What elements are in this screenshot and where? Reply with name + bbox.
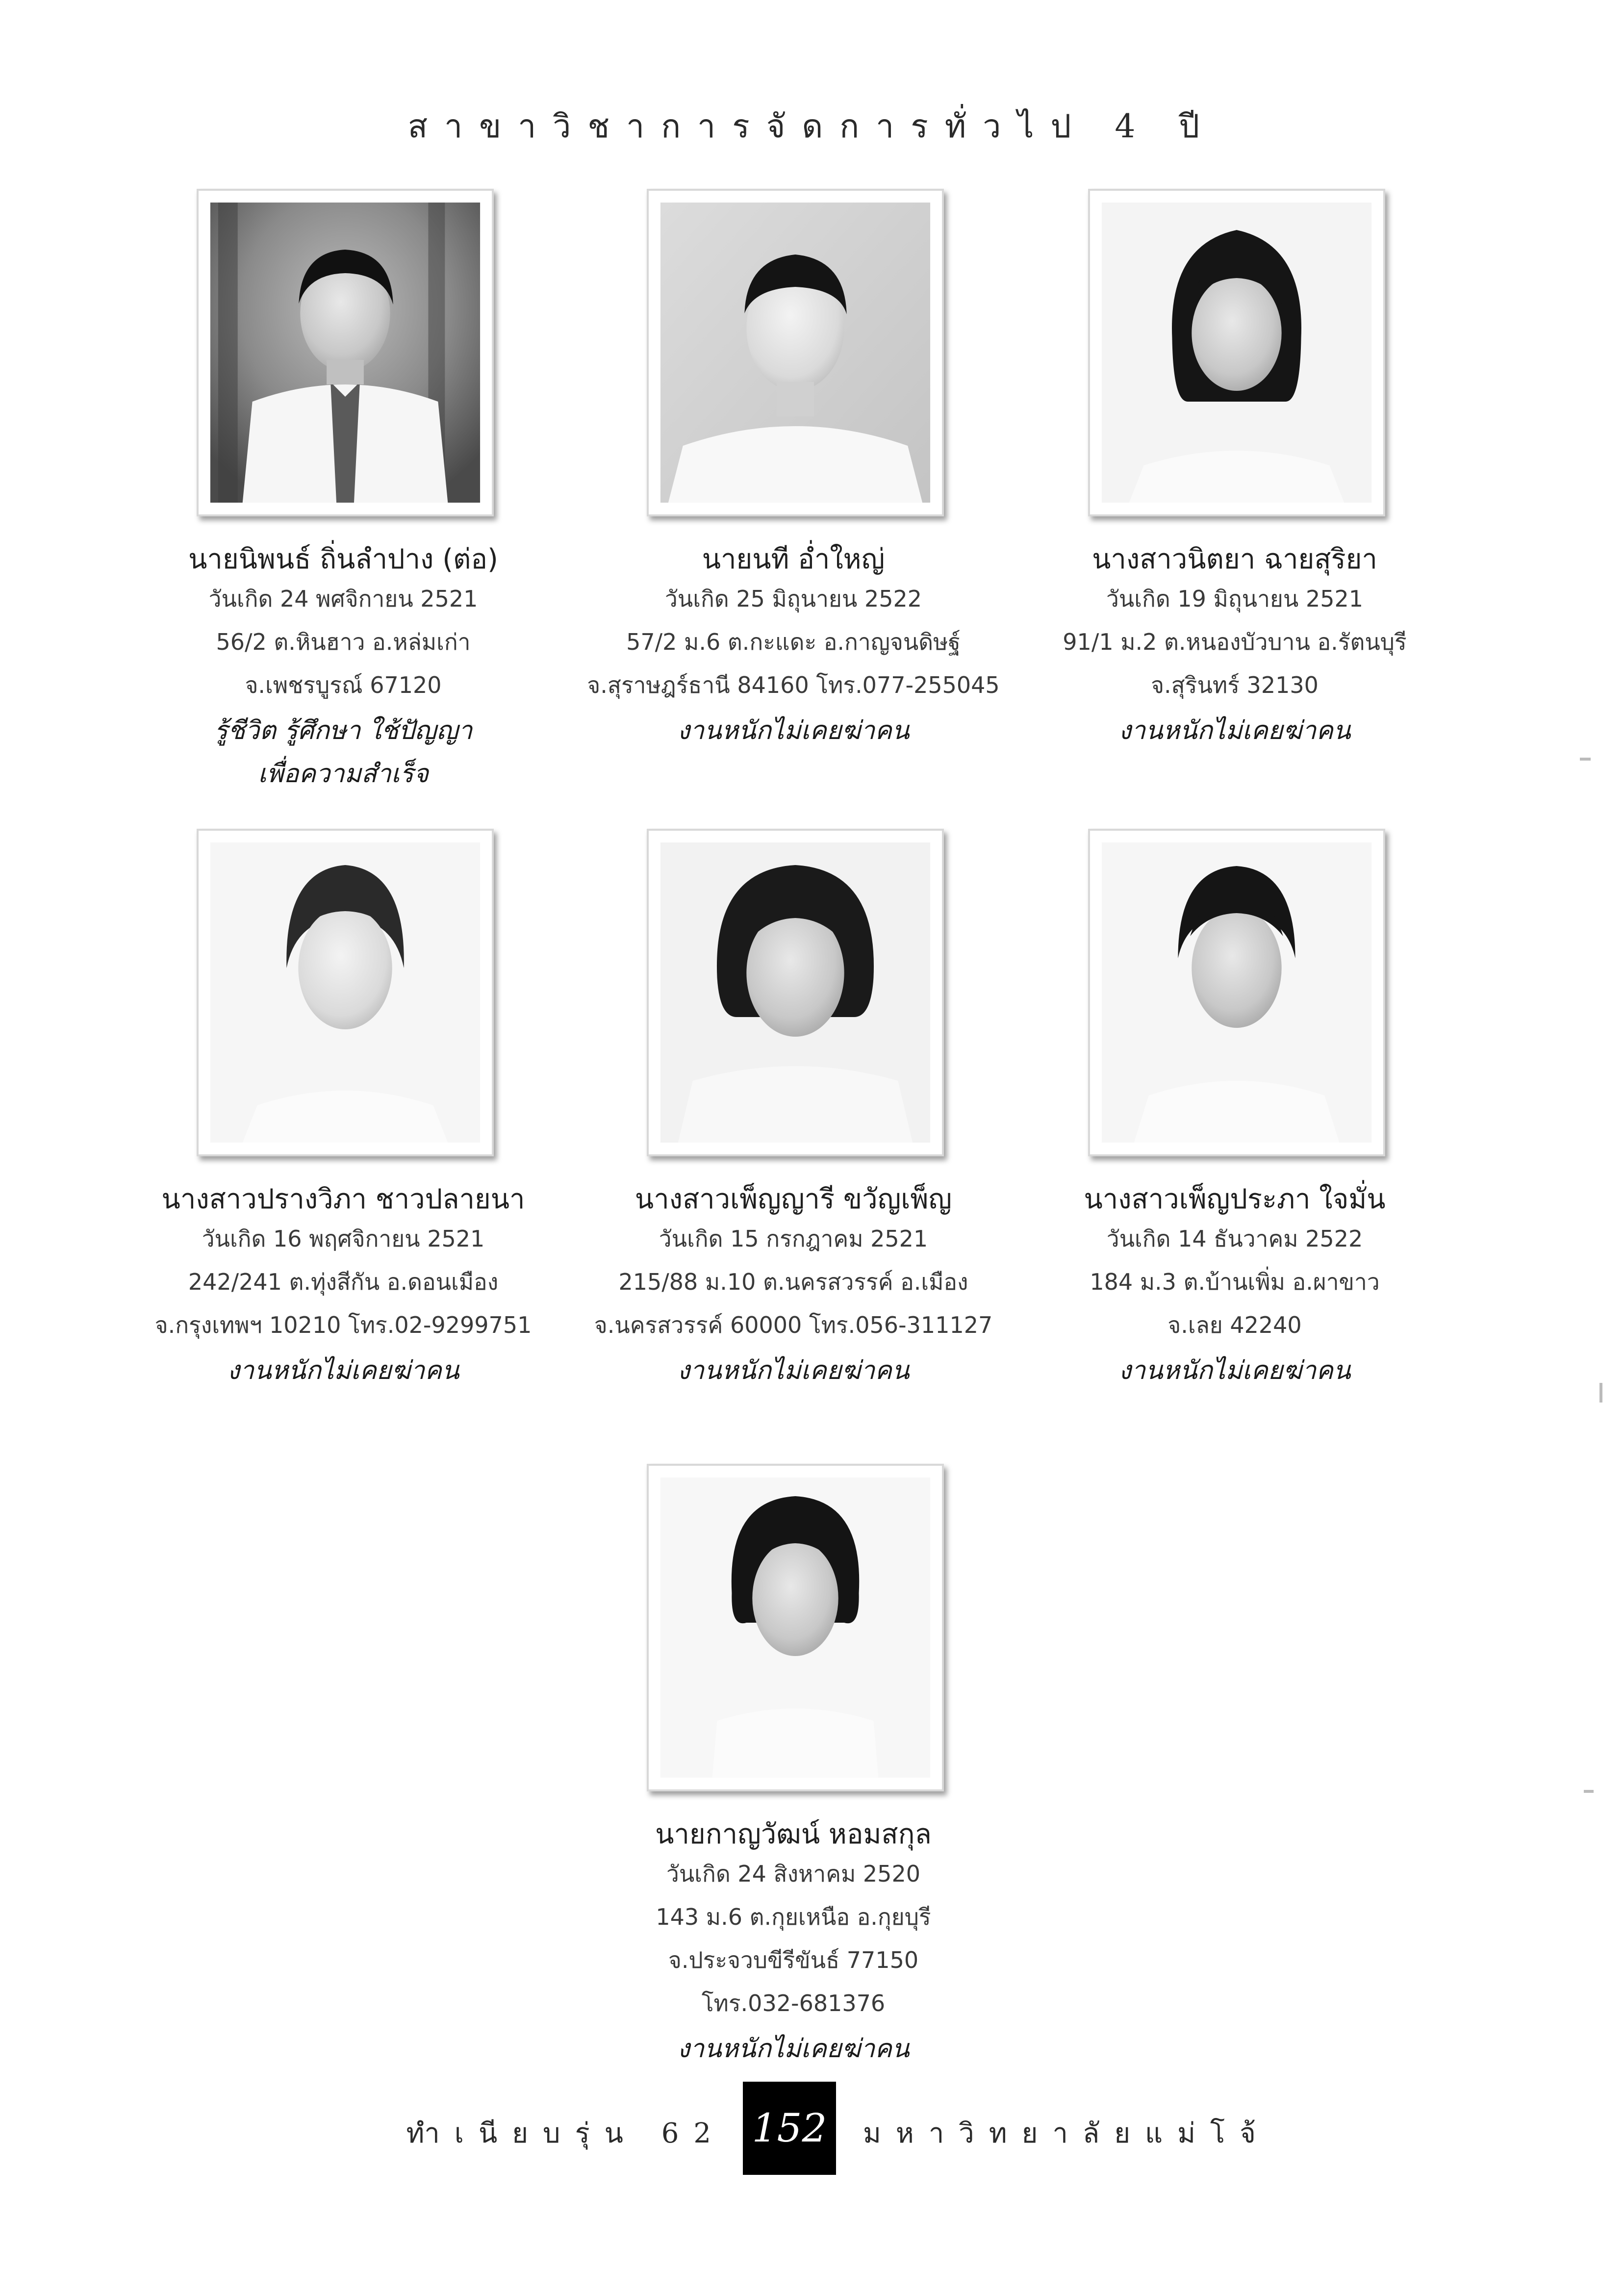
motto: งานหนักไม่เคยฆ่าคน [1118, 1356, 1351, 1385]
address-line: จ.นครสวรรค์ 60000 โทร.056-311127 [594, 1312, 993, 1338]
address-line: 91/1 ม.2 ต.หนองบัวบาน อ.รัตนบุรี [1063, 629, 1407, 655]
graduate-card [990, 189, 1480, 753]
motto: งานหนักไม่เคยฆ่าคน [677, 2034, 910, 2064]
graduate-card [548, 189, 1039, 753]
birth-date: วันเกิด 19 มิถุนายน 2521 [1106, 586, 1364, 612]
address-line: 184 ม.3 ต.บ้านเพิ่ม อ.ผาขาว [1090, 1269, 1380, 1295]
graduate-name: นางสาวเพ็ญประภา ใจมั่น [1084, 1183, 1386, 1215]
page-number: 152 [743, 2082, 836, 2175]
graduate-card [548, 1464, 1039, 2072]
scan-speck [1584, 1790, 1594, 1793]
graduate-name: นางสาวเพ็ญญารี ขวัญเพ็ญ [634, 1183, 952, 1215]
address-line: จ.เลย 42240 [1167, 1312, 1302, 1338]
portrait-photo [647, 829, 944, 1156]
graduate-name: นางสาวปรางวิภา ชาวปลายนา [161, 1183, 525, 1215]
graduate-name: นายนที อ่ำใหญ่ [702, 543, 885, 575]
graduate-card [98, 829, 588, 1393]
address-line: 57/2 ม.6 ต.กะแดะ อ.กาญจนดิษฐ์ [626, 629, 961, 655]
graduate-name: นายนิพนธ์ ถิ่นลำปาง (ต่อ) [188, 543, 498, 575]
birth-date: วันเกิด 14 ธันวาคม 2522 [1106, 1225, 1363, 1252]
address-line: 215/88 ม.10 ต.นครสวรรค์ อ.เมือง [618, 1269, 968, 1295]
address-line: 143 ม.6 ต.กุยเหนือ อ.กุยบุรี [656, 1904, 931, 1930]
page-footer [0, 2082, 1624, 2175]
birth-date: วันเกิด 24 สิงหาคม 2520 [666, 1861, 920, 1887]
address-line: จ.สุรินทร์ 32130 [1151, 672, 1319, 698]
address-line: จ.เพชรบูรณ์ 67120 [245, 672, 442, 698]
birth-date: วันเกิด 15 กรกฎาคม 2521 [659, 1225, 928, 1252]
page-title: สาขาวิชาการจัดการทั่วไป 4 ปี [407, 107, 1217, 145]
birth-date: วันเกิด 25 มิถุนายน 2522 [664, 586, 922, 612]
motto: งานหนักไม่เคยฆ่าคน [227, 1356, 459, 1385]
graduate-name: นางสาวนิตยา ฉายสุริยา [1092, 543, 1377, 575]
address-line: 56/2 ต.หินฮาว อ.หล่มเก่า [216, 629, 471, 655]
portrait-photo [647, 1464, 944, 1791]
portrait-photo [1088, 189, 1385, 516]
address-line: จ.กรุงเทพฯ 10210 โทร.02-9299751 [154, 1312, 532, 1338]
scan-speck [1599, 1383, 1602, 1402]
portrait-photo [1088, 829, 1385, 1156]
scan-speck [1580, 758, 1591, 761]
birth-date: วันเกิด 16 พฤศจิกายน 2521 [202, 1225, 485, 1252]
motto: รู้ชีวิต รู้ศึกษา ใช้ปัญญา [214, 716, 473, 745]
address-line: จ.ประจวบขีรีขันธ์ 77150 [668, 1947, 919, 1973]
birth-date: วันเกิด 24 พศจิกายน 2521 [208, 586, 478, 612]
footer-class-label: ทำเนียบรุ่น 62 [406, 2117, 726, 2149]
motto: เพื่อความสำเร็จ [258, 759, 429, 789]
motto: งานหนักไม่เคยฆ่าคน [677, 1356, 910, 1385]
graduate-card [98, 189, 588, 802]
graduate-name: นายกาญวัฒน์ หอมสกุล [655, 1818, 932, 1850]
motto: งานหนักไม่เคยฆ่าคน [1118, 716, 1351, 745]
address-line: จ.สุราษฎร์ธานี 84160 โทร.077-255045 [587, 672, 1000, 698]
portrait-photo [647, 189, 944, 516]
address-line: 242/241 ต.ทุ่งสีกัน อ.ดอนเมือง [188, 1269, 499, 1295]
motto: งานหนักไม่เคยฆ่าคน [677, 716, 910, 745]
portrait-photo [197, 829, 494, 1156]
graduate-card [548, 829, 1039, 1393]
portrait-photo [197, 189, 494, 516]
footer-university-label: มหาวิทยาลัยแม่โจ้ [863, 2117, 1270, 2149]
phone-line: โทร.032-681376 [701, 1990, 886, 2016]
graduate-card [990, 829, 1480, 1393]
